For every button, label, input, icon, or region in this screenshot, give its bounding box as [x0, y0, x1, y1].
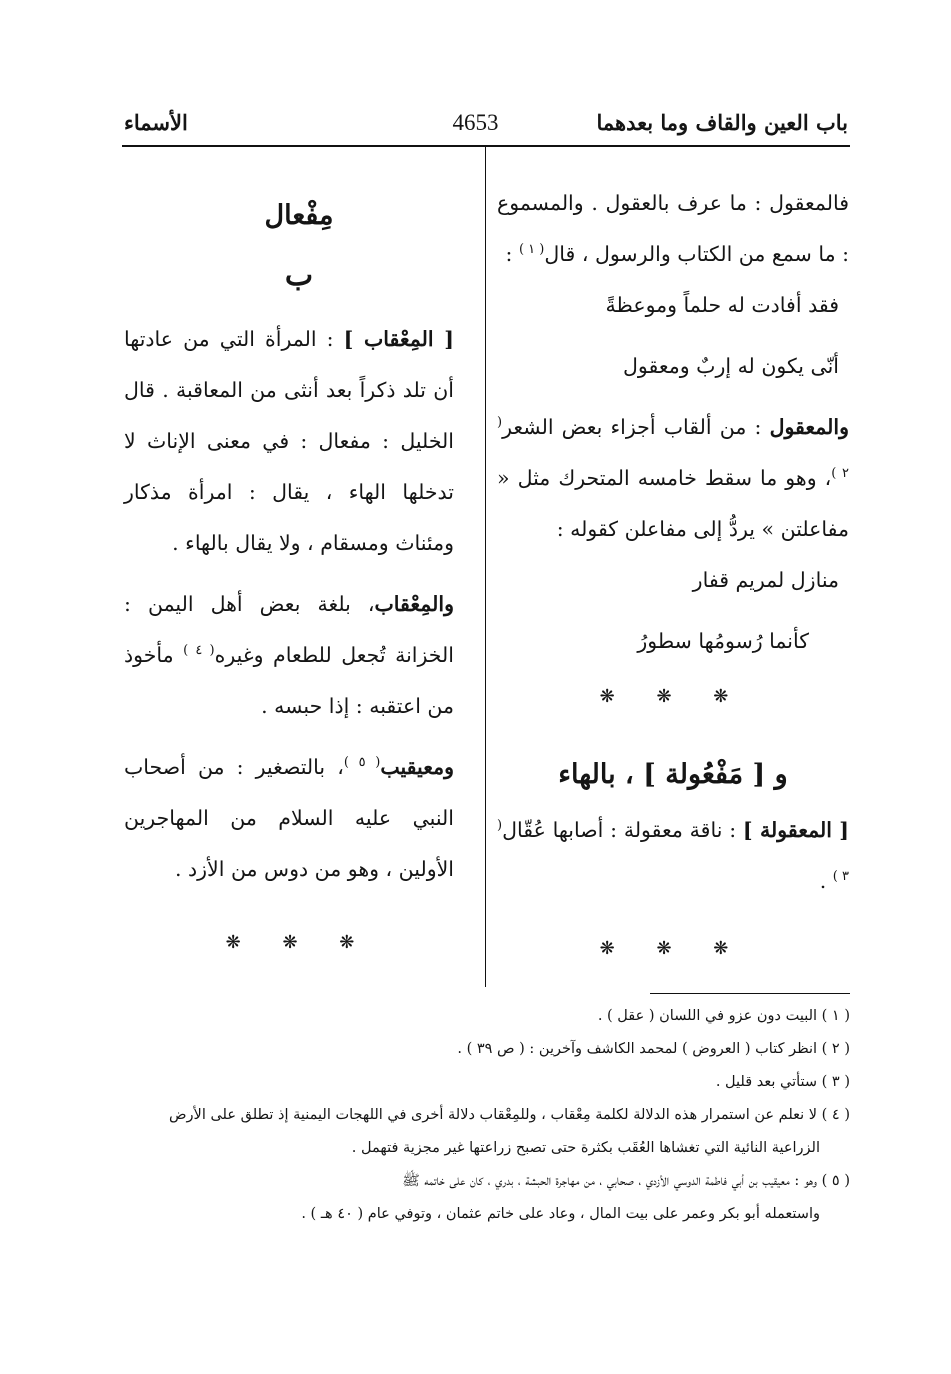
paragraph	[497, 178, 849, 280]
header-rule	[122, 145, 850, 147]
footnote: ( ٥ ) وهو : معيقيب بن أبي فاطمة الدوسي الأزدي ، صحابي ، من مهاجرة الحبشة ، بدري ، كان على خاتمه ﷺ	[402, 1173, 850, 1189]
verse-line: أنّى يكون له إربٌ ومعقول	[623, 354, 839, 378]
footnote: ( ٢ ) انظر كتاب ( العروض ) لمحمد الكاشف وآخرين : ( ص ٣٩ ) .	[457, 1041, 850, 1057]
paragraph-text: :	[505, 242, 513, 266]
paragraph-text: ، بلغة بعض أهل اليمن : الخزانة تُجعل للطعام وغيره	[124, 592, 454, 667]
verse-line: منازل لمريم قفار	[692, 568, 839, 592]
paragraph-text: فالمعقول : ما عرف بالعقول . والمسموع : ما سمع من الكتاب والرسول ، قال	[497, 191, 849, 266]
footnote: ( ١ ) البيت دون عزو في اللسان ( عقل ) .	[597, 1008, 850, 1024]
footnote: ( ٣ ) ستأتي بعد قليل .	[715, 1074, 850, 1090]
footnote-rule	[650, 993, 850, 994]
keyword: [ المِعْقاب ]	[343, 327, 454, 351]
footnote-ref[interactable]: ( ٥ )	[343, 755, 381, 771]
paragraph	[497, 805, 849, 907]
entry-heading: و [ مَفْعُولة ] ، بالهاء	[558, 759, 788, 790]
footnote: ( ٤ ) لا نعلم عن استمرار هذه الدلالة لكلمة مِعْقاب ، وللمِعْقاب دلالة أخرى في اللهجات اليمنية إذ تطلق على الأرض	[169, 1107, 850, 1123]
verse-line: فقد أفادت له حلماً وموعظةً	[605, 293, 839, 317]
section-heading: الأسماء	[124, 110, 188, 135]
paragraph	[124, 742, 474, 895]
right-column	[497, 178, 849, 969]
verse-line: كأنما رُسومُها سطورُ	[637, 629, 809, 653]
paragraph-text: ، وهو ما سقط خامسه المتحرك مثل « مفاعلتن » يردُّ إلى مفاعلن كقوله :	[497, 466, 849, 541]
keyword: والمِعْقاب	[374, 592, 454, 616]
entry-heading: مِفْعال	[264, 200, 334, 231]
paragraph	[124, 579, 474, 732]
column-divider	[485, 147, 486, 987]
chapter-heading: باب العين والقاف وما بعدهما	[596, 110, 848, 135]
paragraph-text: : من ألقاب أجزاء بعض الشعر	[502, 415, 762, 439]
paragraph-text: مأخوذ من اعتقبه : إذا حبسه .	[124, 643, 454, 718]
paragraph-text: : المرأة التي من عادتها أن تلد ذكراً بعد أنثى من المعاقبة . قال الخليل : مفعال : في معنى الإناث لا تدخلها الهاء ، يقال : امرأة مذكار ومئناث ومسقام ، ولا يقال بالهاء .	[124, 327, 454, 555]
section-separator: ❋ ❋ ❋	[225, 932, 373, 953]
footnote-continuation: واستعمله أبو بكر وعمر على بيت المال ، وعاد على خاتم عثمان ، وتوفي عام ( ٤٠ هـ ) .	[301, 1206, 820, 1222]
paragraph	[124, 314, 474, 569]
keyword: ومعيقيب	[380, 755, 454, 779]
paragraph-text: .	[819, 869, 827, 893]
section-separator: ❋ ❋ ❋	[599, 938, 747, 959]
keyword: والمعقول	[769, 415, 849, 439]
paragraph-text: : ناقة معقولة : أصابها عُقّال	[502, 818, 737, 842]
page-number: 4653	[452, 110, 499, 135]
paragraph-text: ، بالتصغير : من أصحاب النبي عليه السلام من المهاجرين الأولين ، وهو من دوس من الأزد .	[124, 755, 454, 881]
entry-letter: ب	[284, 258, 314, 293]
paragraph	[497, 402, 849, 555]
footnote-ref[interactable]: ( ٢ )	[497, 415, 849, 482]
keyword: [ المعقولة ]	[742, 818, 849, 842]
footnotes	[124, 1000, 850, 1231]
footnote-ref[interactable]: ( ١ )	[518, 242, 545, 258]
footnote-continuation: الزراعية النائية التي تغشاها العُقَب بكثرة حتى تصبح زراعتها غير مجزية فتهمل .	[351, 1140, 820, 1156]
section-separator: ❋ ❋ ❋	[599, 686, 747, 707]
footnote-ref[interactable]: ( ٤ )	[183, 643, 215, 659]
footnote-ref[interactable]: ( ٣ )	[497, 818, 849, 885]
left-column	[124, 178, 474, 963]
